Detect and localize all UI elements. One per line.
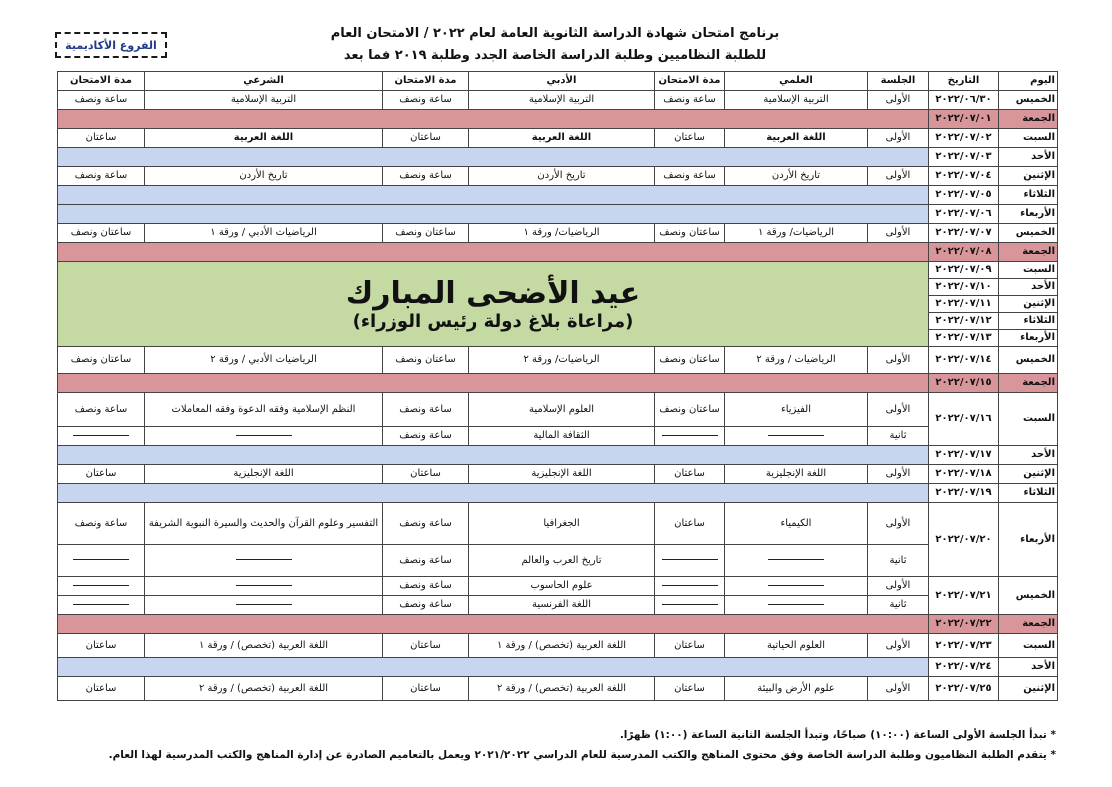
table-row [58, 393, 1058, 427]
table-row [58, 374, 1058, 393]
session-cell: الأولى [868, 129, 929, 148]
duration-cell: ساعتان [655, 503, 725, 545]
header-duration: مدة الامتحان [655, 72, 725, 91]
table-row [58, 148, 1058, 167]
date-cell: ٢٠٢٢/٠٧/٠٥ [929, 186, 999, 205]
table-row [58, 484, 1058, 503]
day-cell: الثلاثاء [999, 313, 1058, 330]
table-row [58, 91, 1058, 110]
table-row [58, 577, 1058, 596]
table-row [58, 427, 1058, 446]
table-row [58, 224, 1058, 243]
empty-cell [58, 596, 145, 615]
subject-cell: علوم الحاسوب [469, 577, 655, 596]
subject-cell: اللغة الإنجليزية [145, 465, 383, 484]
subject-cell: تاريخ الأردن [145, 167, 383, 186]
table-row [58, 262, 1058, 279]
header-literary: الأدبي [469, 72, 655, 91]
day-cell: الثلاثاء [999, 484, 1058, 503]
table-row [58, 634, 1058, 658]
duration-cell: ساعة ونصف [58, 503, 145, 545]
subject-cell: التربية الإسلامية [469, 91, 655, 110]
subject-cell: التفسير وعلوم القرآن والحديث والسيرة النبوية الشريفة [145, 503, 383, 545]
table-row [58, 596, 1058, 615]
duration-cell: ساعتان ونصف [655, 347, 725, 374]
duration-cell: ساعتان ونصف [655, 393, 725, 427]
subject-cell: الكيمياء [725, 503, 868, 545]
day-cell: الثلاثاء [999, 186, 1058, 205]
duration-cell: ساعتان [383, 129, 469, 148]
date-cell: ٢٠٢٢/٠٧/٢٤ [929, 658, 999, 677]
subject-cell: تاريخ العرب والعالم [469, 545, 655, 577]
date-cell: ٢٠٢٢/٠٧/١٥ [929, 374, 999, 393]
day-cell: الأربعاء [999, 503, 1058, 577]
table-row [58, 658, 1058, 677]
subject-cell: الجغرافيا [469, 503, 655, 545]
footnote: * يتقدم الطلبة النظاميون وطلبة الدراسة الخاصة وفق محتوى المناهج والكتب المدرسية للعام الدراسي ٢٠٢١/٢٠٢٢ ويعمل بالتعاميم الصادرة عن إدارة المناهج والكتب المدرسية لهذا العام. [108, 748, 1056, 761]
table-row [58, 615, 1058, 634]
subject-cell: الثقافة المالية [469, 427, 655, 446]
empty-cell [655, 596, 725, 615]
duration-cell: ساعة ونصف [383, 503, 469, 545]
day-cell: السبت [999, 129, 1058, 148]
day-cell: الأربعاء [999, 205, 1058, 224]
duration-cell: ساعتان [383, 677, 469, 701]
date-cell: ٢٠٢٢/٠٧/١٢ [929, 313, 999, 330]
header-duration: مدة الامتحان [383, 72, 469, 91]
table-row [58, 129, 1058, 148]
day-cell: الأربعاء [999, 330, 1058, 347]
duration-cell: ساعتان [655, 634, 725, 658]
header-session: الجلسة [868, 72, 929, 91]
subject-cell: الرياضيات/ ورقة ١ [469, 224, 655, 243]
day-cell: الخميس [999, 224, 1058, 243]
subject-cell: اللغة الفرنسية [469, 596, 655, 615]
subject-cell: التربية الإسلامية [725, 91, 868, 110]
holiday-subtitle: (مراعاة بلاغ دولة رئيس الوزراء) [352, 310, 634, 332]
duration-cell: ساعة ونصف [58, 91, 145, 110]
table-row [58, 243, 1058, 262]
session-cell: الأولى [868, 91, 929, 110]
empty-cell [58, 577, 145, 596]
day-cell: الإثنين [999, 677, 1058, 701]
date-cell: ٢٠٢٢/٠٧/١٤ [929, 347, 999, 374]
footnotes [56, 726, 1056, 766]
day-cell: الجمعة [999, 110, 1058, 129]
date-cell: ٢٠٢٢/٠٧/٠٣ [929, 148, 999, 167]
table-row [58, 545, 1058, 577]
empty-cell [725, 427, 868, 446]
subject-cell: اللغة العربية [145, 129, 383, 148]
empty-cell [145, 596, 383, 615]
empty-cell [145, 577, 383, 596]
duration-cell: ساعتان [58, 129, 145, 148]
date-cell: ٢٠٢٢/٠٧/٢١ [929, 577, 999, 615]
day-cell: الجمعة [999, 615, 1058, 634]
date-cell: ٢٠٢٢/٠٦/٣٠ [929, 91, 999, 110]
day-cell: الأحد [999, 658, 1058, 677]
duration-cell: ساعتان [655, 677, 725, 701]
date-cell: ٢٠٢٢/٠٧/١٠ [929, 279, 999, 296]
duration-cell: ساعة ونصف [383, 167, 469, 186]
table-row [58, 186, 1058, 205]
duration-cell: ساعتان [655, 129, 725, 148]
day-cell: الخميس [999, 91, 1058, 110]
subject-cell: الرياضيات / ورقة ٢ [725, 347, 868, 374]
subject-cell: النظم الإسلامية وفقه الدعوة وفقه المعاملات [145, 393, 383, 427]
duration-cell: ساعتان [655, 465, 725, 484]
date-cell: ٢٠٢٢/٠٧/٠٤ [929, 167, 999, 186]
day-cell: الإثنين [999, 465, 1058, 484]
table-row [58, 465, 1058, 484]
duration-cell: ساعة ونصف [58, 393, 145, 427]
header-scientific: العلمي [725, 72, 868, 91]
date-cell: ٢٠٢٢/٠٧/١٨ [929, 465, 999, 484]
duration-cell: ساعة ونصف [383, 393, 469, 427]
duration-cell: ساعتان [383, 634, 469, 658]
table-row [58, 347, 1058, 374]
subject-cell: تاريخ الأردن [469, 167, 655, 186]
empty-cell [655, 545, 725, 577]
date-cell: ٢٠٢٢/٠٧/٢٥ [929, 677, 999, 701]
date-cell: ٢٠٢٢/٠٧/١٩ [929, 484, 999, 503]
day-cell: الجمعة [999, 243, 1058, 262]
session-cell: الأولى [868, 634, 929, 658]
empty-cell [725, 596, 868, 615]
academic-branches-badge: الفروع الأكاديمية [55, 32, 167, 58]
subject-cell: اللغة العربية [469, 129, 655, 148]
duration-cell: ساعتان [58, 677, 145, 701]
date-cell: ٢٠٢٢/٠٧/٠٦ [929, 205, 999, 224]
day-cell: الأحد [999, 446, 1058, 465]
empty-cell [725, 577, 868, 596]
date-cell: ٢٠٢٢/٠٧/١٣ [929, 330, 999, 347]
holiday-banner [58, 262, 929, 347]
duration-cell: ساعتان [58, 465, 145, 484]
session-cell: ثانية [868, 427, 929, 446]
table-row [58, 205, 1058, 224]
subject-cell: اللغة العربية (تخصص) / ورقة ٢ [145, 677, 383, 701]
session-cell: الأولى [868, 465, 929, 484]
duration-cell: ساعتان ونصف [58, 224, 145, 243]
header-date: التاريخ [929, 72, 999, 91]
date-cell: ٢٠٢٢/٠٧/١١ [929, 296, 999, 313]
empty-cell [655, 427, 725, 446]
table-row [58, 677, 1058, 701]
subject-cell: علوم الأرض والبيئة [725, 677, 868, 701]
exam-schedule-table [57, 71, 1058, 701]
subject-cell: اللغة العربية (تخصص) / ورقة ٢ [469, 677, 655, 701]
duration-cell: ساعة ونصف [58, 167, 145, 186]
duration-cell: ساعتان ونصف [383, 224, 469, 243]
day-cell: الإثنين [999, 296, 1058, 313]
subject-cell: الرياضيات/ ورقة ١ [725, 224, 868, 243]
day-cell: الخميس [999, 347, 1058, 374]
empty-cell [58, 545, 145, 577]
table-row [58, 110, 1058, 129]
header-sharia: الشرعي [145, 72, 383, 91]
date-cell: ٢٠٢٢/٠٧/٠١ [929, 110, 999, 129]
duration-cell: ساعة ونصف [655, 91, 725, 110]
empty-cell [725, 545, 868, 577]
subject-cell: اللغة العربية (تخصص) / ورقة ١ [469, 634, 655, 658]
date-cell: ٢٠٢٢/٠٧/٠٨ [929, 243, 999, 262]
session-cell: ثانية [868, 545, 929, 577]
subject-cell: اللغة الإنجليزية [469, 465, 655, 484]
date-cell: ٢٠٢٢/٠٧/٢٠ [929, 503, 999, 577]
page-title: برنامج امتحان شهادة الدراسة الثانوية العامة لعام ٢٠٢٢ / الامتحان العام [330, 26, 780, 41]
day-cell: الإثنين [999, 167, 1058, 186]
duration-cell: ساعة ونصف [383, 427, 469, 446]
footnote: * تبدأ الجلسة الأولى الساعة (١٠:٠٠) صباحًا، وتبدأ الجلسة الثانية الساعة (١:٠٠) ظهرًا. [619, 729, 1056, 741]
subject-cell: العلوم الحياتية [725, 634, 868, 658]
empty-cell [145, 427, 383, 446]
session-cell: الأولى [868, 393, 929, 427]
subject-cell: اللغة العربية [725, 129, 868, 148]
duration-cell: ساعة ونصف [383, 577, 469, 596]
date-cell: ٢٠٢٢/٠٧/٠٧ [929, 224, 999, 243]
duration-cell: ساعة ونصف [383, 91, 469, 110]
session-cell: الأولى [868, 347, 929, 374]
day-cell: السبت [999, 393, 1058, 446]
subject-cell: الفيزياء [725, 393, 868, 427]
duration-cell: ساعتان ونصف [58, 347, 145, 374]
session-cell: الأولى [868, 167, 929, 186]
page-subtitle: للطلبة النظاميين وطلبة الدراسة الخاصة الجدد وطلبة ٢٠١٩ فما بعد [343, 48, 767, 63]
duration-cell: ساعة ونصف [383, 596, 469, 615]
holiday-title: عيد الأضحى المبارك [345, 275, 641, 311]
header-day: اليوم [999, 72, 1058, 91]
table-row [58, 503, 1058, 545]
subject-cell: العلوم الإسلامية [469, 393, 655, 427]
date-cell: ٢٠٢٢/٠٧/٠٢ [929, 129, 999, 148]
table-header-row [58, 72, 1058, 91]
header-duration: مدة الامتحان [58, 72, 145, 91]
empty-cell [58, 427, 145, 446]
session-cell: ثانية [868, 596, 929, 615]
duration-cell: ساعتان [383, 465, 469, 484]
day-cell: السبت [999, 262, 1058, 279]
date-cell: ٢٠٢٢/٠٧/٢٢ [929, 615, 999, 634]
empty-cell [655, 577, 725, 596]
session-cell: الأولى [868, 577, 929, 596]
subject-cell: اللغة الإنجليزية [725, 465, 868, 484]
day-cell: السبت [999, 634, 1058, 658]
subject-cell: اللغة العربية (تخصص) / ورقة ١ [145, 634, 383, 658]
subject-cell: الرياضيات/ ورقة ٢ [469, 347, 655, 374]
subject-cell: تاريخ الأردن [725, 167, 868, 186]
subject-cell: الرياضيات الأدبي / ورقة ١ [145, 224, 383, 243]
date-cell: ٢٠٢٢/٠٧/١٧ [929, 446, 999, 465]
session-cell: الأولى [868, 503, 929, 545]
subject-cell: الرياضيات الأدبي / ورقة ٢ [145, 347, 383, 374]
date-cell: ٢٠٢٢/٠٧/١٦ [929, 393, 999, 446]
day-cell: الخميس [999, 577, 1058, 615]
date-cell: ٢٠٢٢/٠٧/٠٩ [929, 262, 999, 279]
session-cell: الأولى [868, 677, 929, 701]
day-cell: الأحد [999, 148, 1058, 167]
empty-cell [145, 545, 383, 577]
table-row [58, 446, 1058, 465]
duration-cell: ساعتان ونصف [655, 224, 725, 243]
session-cell: الأولى [868, 224, 929, 243]
table-row [58, 167, 1058, 186]
subject-cell: التربية الإسلامية [145, 91, 383, 110]
day-cell: الجمعة [999, 374, 1058, 393]
date-cell: ٢٠٢٢/٠٧/٢٣ [929, 634, 999, 658]
duration-cell: ساعة ونصف [383, 545, 469, 577]
duration-cell: ساعتان ونصف [383, 347, 469, 374]
duration-cell: ساعة ونصف [655, 167, 725, 186]
day-cell: الأحد [999, 279, 1058, 296]
duration-cell: ساعتان [58, 634, 145, 658]
